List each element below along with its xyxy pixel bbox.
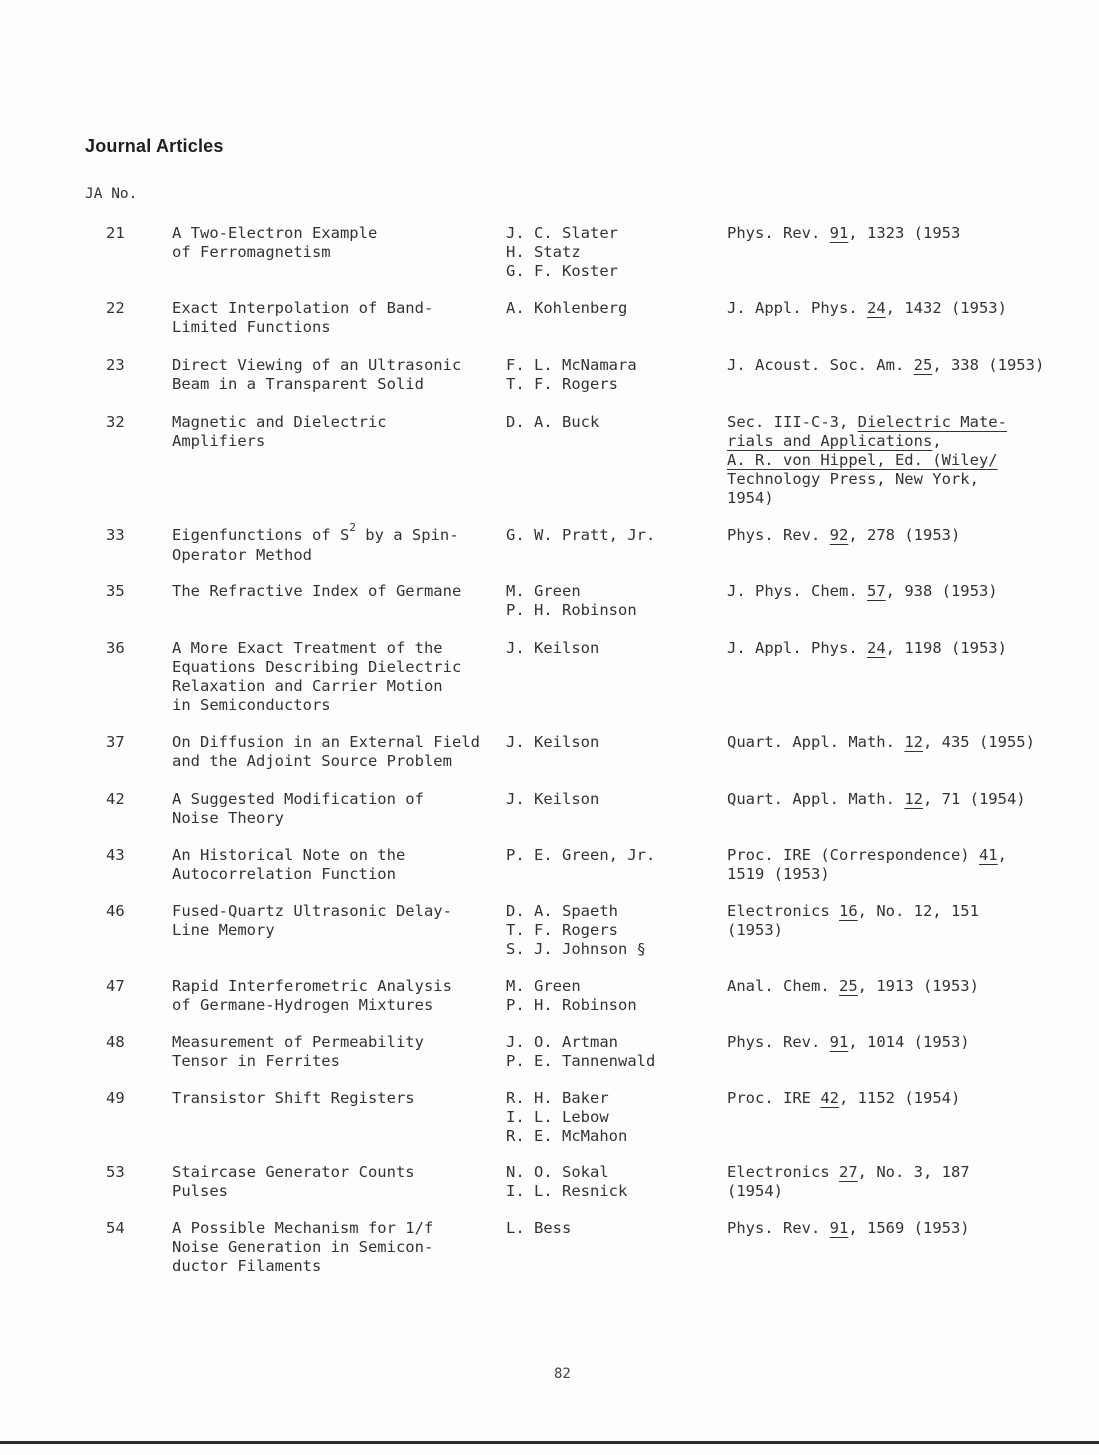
- column-heading: JA No.: [85, 186, 138, 202]
- reference-text: ,: [997, 846, 1007, 864]
- reference-line: [727, 489, 1007, 508]
- reference-line: [727, 432, 1007, 451]
- article-reference: [727, 846, 1007, 884]
- reference-line: [727, 977, 979, 996]
- reference-underlined: rials and Applications: [727, 432, 933, 450]
- title-line: On Diffusion in an External Field: [172, 733, 480, 751]
- reference-text: J. Appl. Phys.: [727, 299, 867, 317]
- section-heading: Journal Articles: [85, 136, 224, 156]
- reference-line: [727, 470, 1007, 489]
- author-name: H. Statz: [506, 243, 581, 261]
- article-reference: [727, 1089, 960, 1108]
- reference-line: [727, 902, 979, 921]
- reference-line: [727, 451, 1007, 470]
- article-authors: [506, 846, 655, 865]
- title-line: of Ferromagnetism: [172, 243, 331, 261]
- article-title: [172, 902, 452, 940]
- article-authors: [506, 1219, 571, 1238]
- author-name: F. L. McNamara: [506, 356, 637, 374]
- article-title: [172, 1163, 415, 1201]
- reference-underlined: A. R. von Hippel, Ed. (Wiley/: [727, 451, 998, 469]
- title-line: A Possible Mechanism for 1/f: [172, 1219, 434, 1237]
- title-line: Beam in a Transparent Solid: [172, 375, 424, 393]
- reference-underlined: 27: [838, 1163, 858, 1181]
- reference-text: , 1913 (1953): [857, 977, 979, 995]
- reference-underlined: 24: [866, 299, 886, 317]
- ja-number: 36: [106, 639, 125, 657]
- article-title: [172, 521, 459, 565]
- reference-text: , 1198 (1953): [885, 639, 1007, 657]
- title-line: Noise Theory: [172, 809, 284, 827]
- article-authors: [506, 356, 637, 394]
- reference-text: 1954): [727, 489, 774, 507]
- ja-number: 49: [106, 1089, 125, 1107]
- article-reference: [727, 356, 1044, 375]
- reference-underlined: 42: [820, 1089, 839, 1107]
- author-name: N. O. Sokal: [506, 1163, 609, 1181]
- article-authors: [506, 1033, 655, 1071]
- reference-text: Technology Press, New York,: [727, 470, 979, 488]
- ja-number: 53: [106, 1163, 125, 1181]
- reference-text: J. Phys. Chem.: [727, 582, 867, 600]
- article-title: [172, 224, 377, 262]
- ja-number: 42: [106, 790, 125, 808]
- reference-underlined: Dielectric Mate-: [857, 413, 1007, 431]
- article-authors: [506, 733, 599, 752]
- reference-text: , 278 (1953): [848, 526, 961, 544]
- reference-line: [727, 413, 1007, 432]
- author-name: M. Green: [506, 977, 581, 995]
- reference-text: , 1014 (1953): [848, 1033, 970, 1051]
- author-name: L. Bess: [506, 1219, 572, 1237]
- ja-number: 47: [106, 977, 125, 995]
- article-title: [172, 1089, 415, 1108]
- reference-text: Phys. Rev.: [727, 526, 830, 544]
- reference-underlined: 12: [904, 733, 923, 751]
- author-name: J. O. Artman: [506, 1033, 618, 1051]
- article-title: [172, 639, 461, 715]
- author-name: P. E. Tannenwald: [506, 1052, 656, 1070]
- bottom-rule: [0, 1441, 1099, 1444]
- article-authors: [506, 1163, 627, 1201]
- reference-text: Quart. Appl. Math.: [727, 790, 905, 808]
- ja-number: 37: [106, 733, 125, 751]
- title-line: The Refractive Index of Germane: [172, 582, 462, 600]
- reference-underlined: 25: [913, 356, 933, 374]
- title-line: Magnetic and Dielectric: [172, 413, 387, 431]
- reference-underlined: 91: [829, 1033, 849, 1051]
- article-title: [172, 790, 424, 828]
- author-name: J. C. Slater: [506, 224, 618, 242]
- title-line: Pulses: [172, 1182, 228, 1200]
- author-name: J. Keilson: [506, 733, 600, 751]
- article-authors: [506, 224, 618, 281]
- reference-underlined: 25: [838, 977, 858, 995]
- reference-text: , 1432 (1953): [885, 299, 1007, 317]
- title-line: A Suggested Modification of: [172, 790, 424, 808]
- author-name: T. F. Rogers: [506, 921, 618, 939]
- author-name: R. H. Baker: [506, 1089, 609, 1107]
- reference-line: [727, 1219, 970, 1238]
- article-authors: [506, 582, 637, 620]
- title-line: Transistor Shift Registers: [172, 1089, 415, 1107]
- superscript: 2: [349, 521, 356, 534]
- reference-text: J. Acoust. Soc. Am.: [727, 356, 914, 374]
- author-name: J. Keilson: [506, 790, 600, 808]
- article-authors: [506, 526, 655, 545]
- ja-number: 43: [106, 846, 125, 864]
- reference-line: [727, 846, 1007, 865]
- article-title: [172, 977, 452, 1015]
- title-line: Exact Interpolation of Band-: [172, 299, 434, 317]
- author-name: R. E. McMahon: [506, 1127, 628, 1145]
- article-authors: [506, 790, 599, 809]
- article-title: [172, 356, 461, 394]
- article-reference: [727, 1219, 970, 1238]
- reference-line: [727, 733, 1035, 752]
- ja-number: 21: [106, 224, 125, 242]
- title-line: Limited Functions: [172, 318, 331, 336]
- reference-text: Proc. IRE (Correspondence): [727, 846, 979, 864]
- title-line: Staircase Generator Counts: [172, 1163, 415, 1181]
- reference-text: 1519 (1953): [727, 865, 830, 883]
- reference-text: Electronics: [727, 902, 839, 920]
- author-name: I. L. Resnick: [506, 1182, 628, 1200]
- reference-line: [727, 582, 998, 601]
- author-name: S. J. Johnson §: [506, 940, 646, 958]
- reference-line: [727, 224, 960, 243]
- reference-text: Electronics: [727, 1163, 839, 1181]
- page-number: 82: [554, 1366, 571, 1382]
- author-name: J. Keilson: [506, 639, 600, 657]
- reference-text: , 435 (1955): [922, 733, 1035, 751]
- author-name: P. H. Robinson: [506, 996, 637, 1014]
- article-reference: [727, 790, 1026, 809]
- title-line: Noise Generation in Semicon-: [172, 1238, 434, 1256]
- reference-text: Anal. Chem.: [727, 977, 839, 995]
- reference-underlined: 92: [829, 526, 849, 544]
- author-name: G. W. Pratt, Jr.: [506, 526, 656, 544]
- title-line: Fused-Quartz Ultrasonic Delay-: [172, 902, 452, 920]
- author-name: A. Kohlenberg: [506, 299, 628, 317]
- reference-text: , 338 (1953): [932, 356, 1045, 374]
- reference-text: , 938 (1953): [885, 582, 998, 600]
- reference-line: [727, 790, 1026, 809]
- title-line: Rapid Interferometric Analysis: [172, 977, 452, 995]
- title-line: in Semiconductors: [172, 696, 331, 714]
- article-authors: [506, 977, 637, 1015]
- reference-text: , 1152 (1954): [839, 1089, 961, 1107]
- title-line: Autocorrelation Function: [172, 865, 396, 883]
- title-line: Line Memory: [172, 921, 275, 939]
- reference-underlined: 91: [829, 224, 849, 242]
- reference-text: , 1569 (1953): [848, 1219, 970, 1237]
- reference-line: [727, 299, 1007, 318]
- article-reference: [727, 977, 979, 996]
- reference-text: J. Appl. Phys.: [727, 639, 867, 657]
- reference-text: (1954): [727, 1182, 783, 1200]
- author-name: G. F. Koster: [506, 262, 618, 280]
- reference-underlined: 57: [866, 582, 886, 600]
- title-line: Direct Viewing of an Ultrasonic: [172, 356, 462, 374]
- reference-text: Phys. Rev.: [727, 1033, 830, 1051]
- author-name: I. L. Lebow: [506, 1108, 609, 1126]
- reference-underlined: 91: [829, 1219, 849, 1237]
- reference-line: [727, 639, 1007, 658]
- reference-underlined: 12: [904, 790, 923, 808]
- article-reference: [727, 902, 979, 940]
- reference-line: [727, 1033, 970, 1052]
- title-text: by a Spin-: [355, 526, 459, 544]
- reference-text: , 1323 (1953: [848, 224, 961, 242]
- reference-text: Proc. IRE: [727, 1089, 821, 1107]
- reference-underlined: 16: [838, 902, 858, 920]
- title-line: Relaxation and Carrier Motion: [172, 677, 443, 695]
- article-reference: [727, 639, 1007, 658]
- ja-number: 48: [106, 1033, 125, 1051]
- reference-line: [727, 356, 1044, 375]
- reference-text: , No. 12, 151: [857, 902, 979, 920]
- article-reference: [727, 224, 960, 243]
- title-line: A More Exact Treatment of the: [172, 639, 443, 657]
- reference-text: Sec. III-C-3,: [727, 413, 858, 431]
- reference-text: , No. 3, 187: [857, 1163, 970, 1181]
- author-name: P. H. Robinson: [506, 601, 637, 619]
- ja-number: 35: [106, 582, 125, 600]
- ja-number: 22: [106, 299, 125, 317]
- reference-line: [727, 921, 979, 940]
- reference-line: [727, 1089, 960, 1108]
- article-reference: [727, 733, 1035, 752]
- title-text: Eigenfunctions of S: [172, 526, 350, 544]
- title-line: ductor Filaments: [172, 1257, 322, 1275]
- article-reference: [727, 299, 1007, 318]
- ja-number: 23: [106, 356, 125, 374]
- ja-number: 46: [106, 902, 125, 920]
- reference-line: [727, 526, 960, 545]
- reference-text: ,: [932, 432, 942, 450]
- reference-text: , 71 (1954): [922, 790, 1026, 808]
- author-name: T. F. Rogers: [506, 375, 618, 393]
- author-name: P. E. Green, Jr.: [506, 846, 656, 864]
- title-line: of Germane-Hydrogen Mixtures: [172, 996, 434, 1014]
- reference-text: Quart. Appl. Math.: [727, 733, 905, 751]
- author-name: M. Green: [506, 582, 581, 600]
- article-title: [172, 846, 405, 884]
- article-title: [172, 413, 387, 451]
- article-authors: [506, 299, 627, 318]
- title-line: Tensor in Ferrites: [172, 1052, 340, 1070]
- ja-number: 32: [106, 413, 125, 431]
- ja-number: 54: [106, 1219, 125, 1237]
- ja-number: 33: [106, 526, 125, 544]
- article-authors: [506, 1089, 627, 1146]
- title-line: Equations Describing Dielectric: [172, 658, 462, 676]
- reference-line: [727, 865, 1007, 884]
- title-line: Amplifiers: [172, 432, 266, 450]
- title-line: Operator Method: [172, 546, 312, 564]
- article-reference: [727, 413, 1007, 508]
- title-line: An Historical Note on the: [172, 846, 406, 864]
- reference-text: (1953): [727, 921, 783, 939]
- article-authors: [506, 902, 646, 959]
- author-name: D. A. Buck: [506, 413, 600, 431]
- article-title: [172, 1033, 424, 1071]
- article-authors: [506, 413, 599, 432]
- article-reference: [727, 1163, 970, 1201]
- reference-underlined: 41: [978, 846, 998, 864]
- article-authors: [506, 639, 599, 658]
- title-line: and the Adjoint Source Problem: [172, 752, 452, 770]
- article-title: [172, 1219, 433, 1276]
- reference-text: Phys. Rev.: [727, 1219, 830, 1237]
- article-title: [172, 299, 433, 337]
- reference-line: [727, 1182, 970, 1201]
- reference-underlined: 24: [866, 639, 886, 657]
- title-line: A Two-Electron Example: [172, 224, 378, 242]
- title-line: [172, 521, 459, 546]
- article-title: [172, 582, 461, 601]
- article-reference: [727, 582, 998, 601]
- reference-text: Phys. Rev.: [727, 224, 830, 242]
- author-name: D. A. Spaeth: [506, 902, 618, 920]
- article-reference: [727, 1033, 970, 1052]
- article-reference: [727, 526, 960, 545]
- title-line: Measurement of Permeability: [172, 1033, 424, 1051]
- article-title: [172, 733, 480, 771]
- reference-line: [727, 1163, 970, 1182]
